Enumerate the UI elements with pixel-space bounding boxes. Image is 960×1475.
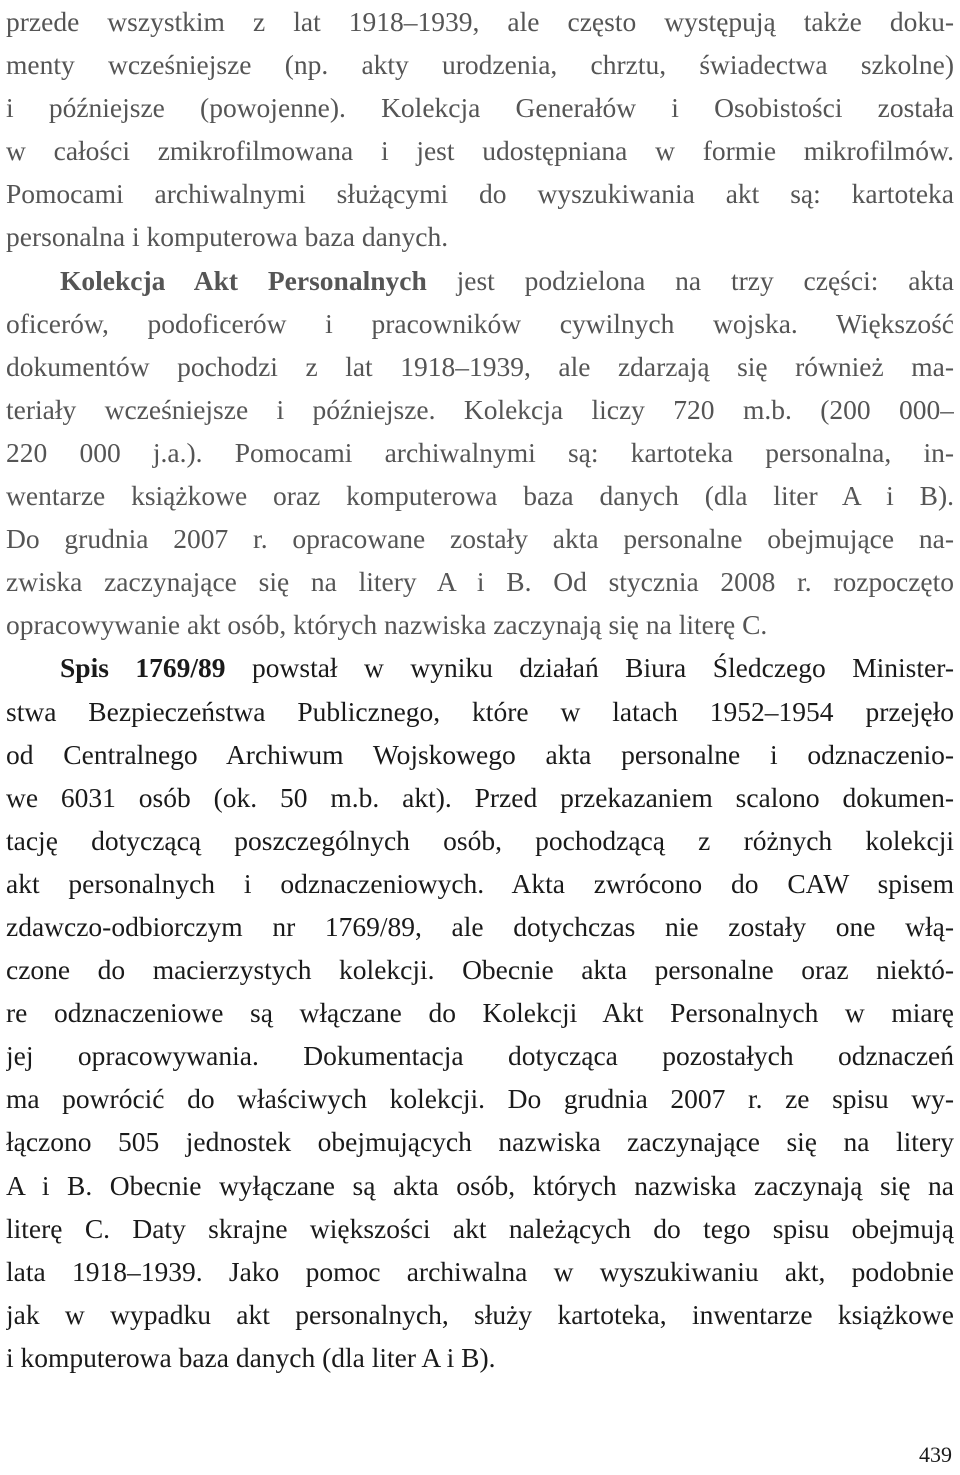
text-segment: literę C. Daty skrajne większości akt należących do tego spisu obejmują xyxy=(6,1212,954,1244)
text-segment: w całości zmikrofilmowana i jest udostępniana w formie mikrofilmów. xyxy=(6,135,954,167)
text-segment: jej opracowywania. Dokumentacja dotycząca pozostałych odznaczeń xyxy=(6,1040,954,1072)
text-segment: 220 000 j.a.). Pomocami archiwalnymi są: kartoteka personalna, in- xyxy=(6,436,954,468)
text-segment: łączono 505 jednostek obejmujących nazwiska zaczynające się na litery xyxy=(6,1126,954,1158)
text-segment: A i B. Obecnie wyłączane są akta osób, których nazwiska zaczynają się na xyxy=(6,1169,954,1201)
text-line xyxy=(6,1034,954,1077)
text-segment: dokumentów pochodzi z lat 1918–1939, ale zdarzają się również ma- xyxy=(6,350,954,382)
text-line xyxy=(6,474,954,517)
text-line xyxy=(6,776,954,819)
text-line xyxy=(6,819,954,862)
text-line xyxy=(6,259,954,302)
text-line xyxy=(6,1250,954,1293)
text-line xyxy=(6,1293,954,1336)
text-segment: stwa Bezpieczeństwa Publicznego, które w latach 1952–1954 przejęło xyxy=(6,695,954,727)
text-segment: przede wszystkim z lat 1918–1939, ale często występują także doku- xyxy=(6,6,954,37)
text-segment: opracowywanie akt osób, których nazwiska zaczynają się na literę C. xyxy=(6,609,768,641)
text-line xyxy=(6,345,954,388)
text-line xyxy=(6,690,954,733)
text-segment: i komputerowa baza danych (dla liter A i B). xyxy=(6,1341,496,1373)
text-line xyxy=(6,948,954,991)
text-segment: wentarze książkowe oraz komputerowa baza danych (dla liter A i B). xyxy=(6,480,954,512)
text-line xyxy=(6,172,954,215)
text-line xyxy=(6,43,954,86)
text-segment: teriały wcześniejsze i późniejsze. Kolekcja liczy 720 m.b. (200 000– xyxy=(6,393,954,425)
text-segment: zwiska zaczynające się na litery A i B. Od stycznia 2008 r. rozpoczęto xyxy=(6,566,954,598)
paragraph xyxy=(6,0,954,259)
text-line xyxy=(6,215,954,258)
text-segment: zdawczo-odbiorczym nr 1769/89, ale dotychczas nie zostały one włą- xyxy=(6,910,954,942)
text-line xyxy=(6,388,954,431)
text-segment: czone do macierzystych kolekcji. Obecnie akta personalne oraz niektó- xyxy=(6,954,954,986)
text-line xyxy=(6,733,954,776)
text-segment: ma powrócić do właściwych kolekcji. Do grudnia 2007 r. ze spisu wy- xyxy=(6,1083,954,1115)
text-segment: menty wcześniejsze (np. akty urodzenia, chrztu, świadectwa szkolne) xyxy=(6,49,954,81)
text-segment: we 6031 osób (ok. 50 m.b. akt). Przed przekazaniem scalono dokumen- xyxy=(6,781,954,813)
text-line xyxy=(6,517,954,560)
page-number: 439 xyxy=(919,1442,952,1467)
text-segment: re odznaczeniowe są włączane do Kolekcji Akt Personalnych w miarę xyxy=(6,997,954,1029)
text-line xyxy=(6,991,954,1034)
text-line xyxy=(6,1120,954,1163)
text-segment: i późniejsze (powojenne). Kolekcja Generałów i Osobistości została xyxy=(6,92,954,124)
text-segment: lata 1918–1939. Jako pomoc archiwalna w wyszukiwaniu akt, podobnie xyxy=(6,1255,954,1287)
text-line xyxy=(6,0,954,43)
section-heading: Kolekcja Akt Personalnych xyxy=(60,264,427,296)
text-segment: akt personalnych i odznaczeniowych. Akta zwrócono do CAW spisem xyxy=(6,867,954,899)
text-segment: tację dotyczącą poszczególnych osób, pochodzącą z różnych kolekcji xyxy=(6,824,954,856)
text-segment: jest podzielona na trzy części: akta xyxy=(426,264,954,296)
text-line xyxy=(6,603,954,646)
text-segment: personalna i komputerowa baza danych. xyxy=(6,221,449,253)
text-segment: oficerów, podoficerów i pracowników cywilnych wojska. Większość xyxy=(6,307,954,339)
text-line xyxy=(6,1164,954,1207)
text-line xyxy=(6,86,954,129)
text-line xyxy=(6,129,954,172)
page-body xyxy=(6,0,954,1379)
text-line xyxy=(6,862,954,905)
text-segment: Do grudnia 2007 r. opracowane zostały akta personalne obejmujące na- xyxy=(6,523,954,555)
text-line xyxy=(6,646,954,689)
paragraph xyxy=(6,646,954,1379)
text-line xyxy=(6,1336,954,1379)
section-heading: Spis 1769/89 xyxy=(60,652,226,684)
text-segment: powstał w wyniku działań Biura Śledczego Minister- xyxy=(225,652,954,684)
text-line xyxy=(6,560,954,603)
text-line xyxy=(6,1077,954,1120)
paragraph xyxy=(6,259,954,647)
text-line xyxy=(6,1207,954,1250)
text-segment: od Centralnego Archiwum Wojskowego akta personalne i odznaczenio- xyxy=(6,738,954,770)
text-segment: jak w wypadku akt personalnych, służy kartoteka, inwentarze książkowe xyxy=(6,1298,954,1330)
text-segment: Pomocami archiwalnymi służącymi do wyszukiwania akt są: kartoteka xyxy=(6,178,954,210)
text-line xyxy=(6,431,954,474)
text-line xyxy=(6,302,954,345)
text-line xyxy=(6,905,954,948)
